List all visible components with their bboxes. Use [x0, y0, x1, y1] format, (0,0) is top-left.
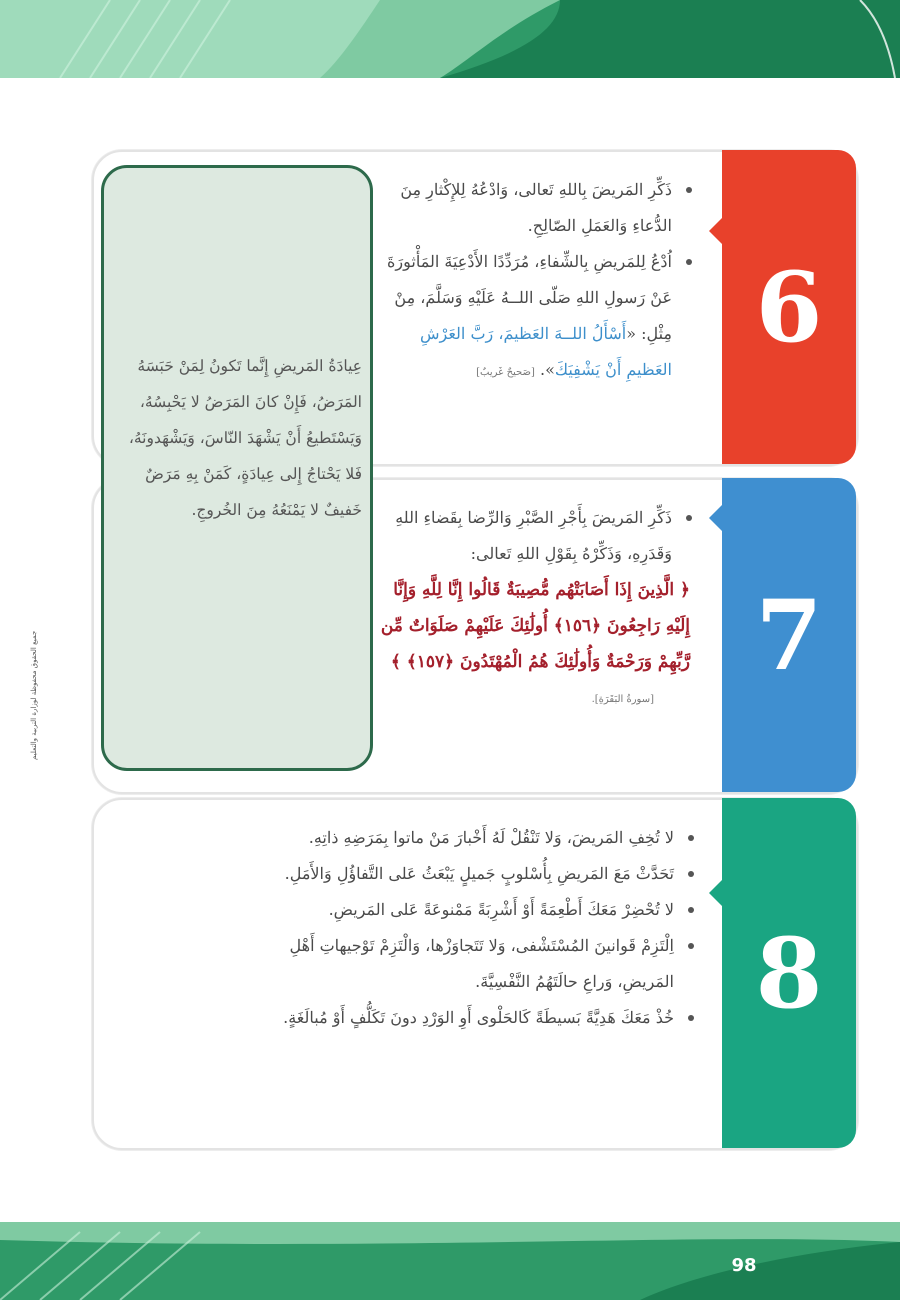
section-6-bullet: ذَكِّرِ المَريضَ بِاللهِ تَعالى، وَادْعُهُ لِلإِكْثارِ مِنَ الدُّعاءِ وَالعَمَلِ الصّالِحِ. [378, 172, 672, 244]
quran-verse: ﴿ الَّذِينَ إِذَا أَصَابَتْهُم مُّصِيبَةٌ قَالُوا إِنَّا لِلَّهِ وَإِنَّا إِلَيْهِ رَاجِعُونَ ﴿١٥٦﴾ أُولَٰئِكَ عَلَيْهِمْ صَلَوَاتٌ مِّن رَّبِّهِمْ وَرَحْمَةٌ وَأُولَٰئِكَ هُمُ الْمُهْتَدُونَ ﴿١٥٧﴾ ﴾ [380, 580, 690, 672]
prayer-highlight: أَسْأَلُ اللــهَ العَظيمَ، رَبَّ العَرْشِ العَظيمِ أَنْ يَشْفِيَكَ [419, 324, 672, 379]
section-6-content [378, 172, 694, 391]
section-7-tab-notch [709, 505, 722, 531]
section-6-tab-notch [709, 218, 722, 244]
side-copyright-note: جميع الحقوق محفوظة لوزارة التربية والتعليم [30, 630, 38, 760]
section-8-bullet: تَحَدَّثْ مَعَ المَريضِ بِأُسْلوبٍ جَميلٍ يَبْعَثُ عَلى التَّفاؤُلِ وَالأَمَلِ. [240, 856, 674, 892]
section-7-bullet: ذَكِّرِ المَريضَ بِأَجْرِ الصَّبْرِ وَالرِّضا بِقَضاءِ اللهِ وَقَدَرِهِ، وَذَكِّرْهُ بِقَوْلِ اللهِ تَعالى: [378, 500, 672, 572]
note-box-text: عِيادَةُ المَريضِ إِنَّما تَكونُ لِمَنْ حَبَسَهُ المَرَضُ، فَإِنْ كانَ المَرَضُ لا يَحْبِسُهُ، وَيَسْتَطيعُ أَنْ يَشْهَدَ النّاسَ، وَيَشْهَدونَهُ، فَلا يَحْتاجُ إِلى عِيادَةٍ، كَمَنْ بِهِ مَرَضٌ خَفيفٌ لا يَمْنَعُهُ مِنَ الخُروجِ. [128, 357, 362, 519]
section-8-content [240, 820, 696, 1036]
section-8-number: 8 [755, 916, 823, 1030]
section-8-bullet: لا تُخِفِ المَريضَ، وَلا تَنْقُلْ لَهُ أَخْبارَ مَنْ ماتوا بِمَرَضِهِ ذاتِهِ. [240, 820, 674, 856]
section-8-bullet: خُذْ مَعَكَ هَدِيَّةً بَسيطَةً كَالحَلْوى أَوِ الوَرْدِ دونَ تَكَلُّفٍ أَوْ مُبالَغَةٍ. [240, 1000, 674, 1036]
top-decorative-band [0, 0, 900, 78]
section-7-content [378, 500, 694, 718]
section-6-bullet: اُدْعُ لِلمَريضِ بِالشِّفاءِ، مُرَدِّدًا الأَدْعِيَةَ المَأْثورَةَ عَنْ رَسولِ اللهِ صَلّى اللــهُ عَلَيْهِ وَسَلَّمَ، مِنْ مِثْلِ: «أَسْأَلُ اللــهَ العَظيمَ، رَبَّ العَرْشِ العَظيمِ أَنْ يَشْفِيَكَ». [صَحيحٌ غَريبٌ] [378, 244, 672, 391]
section-7-number-tab [722, 478, 856, 792]
section-7-number: 7 [755, 578, 823, 692]
section-8-number-tab [722, 798, 856, 1148]
page-number: 98 [731, 1255, 757, 1276]
surah-reference: [سورةُ البَقَرَةِ]. [591, 694, 654, 705]
hadith-reference: [صَحيحٌ غَريبٌ] [476, 367, 535, 378]
section-8-bullet: اِلْتَزِمْ قَوانينَ المُسْتَشْفى، وَلا تَتَجاوَزْها، وَالْتَزِمْ تَوْجيهاتِ أَهْلِ المَريضِ، وَراعِ حالَتَهُمُ النَّفْسِيَّةَ. [240, 928, 674, 1000]
section-8-bullet: لا تُحْضِرْ مَعَكَ أَطْعِمَةً أَوْ أَشْرِبَةً مَمْنوعَةً عَلى المَريضِ. [240, 892, 674, 928]
section-8-tab-notch [709, 880, 722, 906]
section-6-number: 6 [755, 250, 823, 364]
bottom-decorative-band [0, 1222, 900, 1300]
section-6-number-tab [722, 150, 856, 464]
